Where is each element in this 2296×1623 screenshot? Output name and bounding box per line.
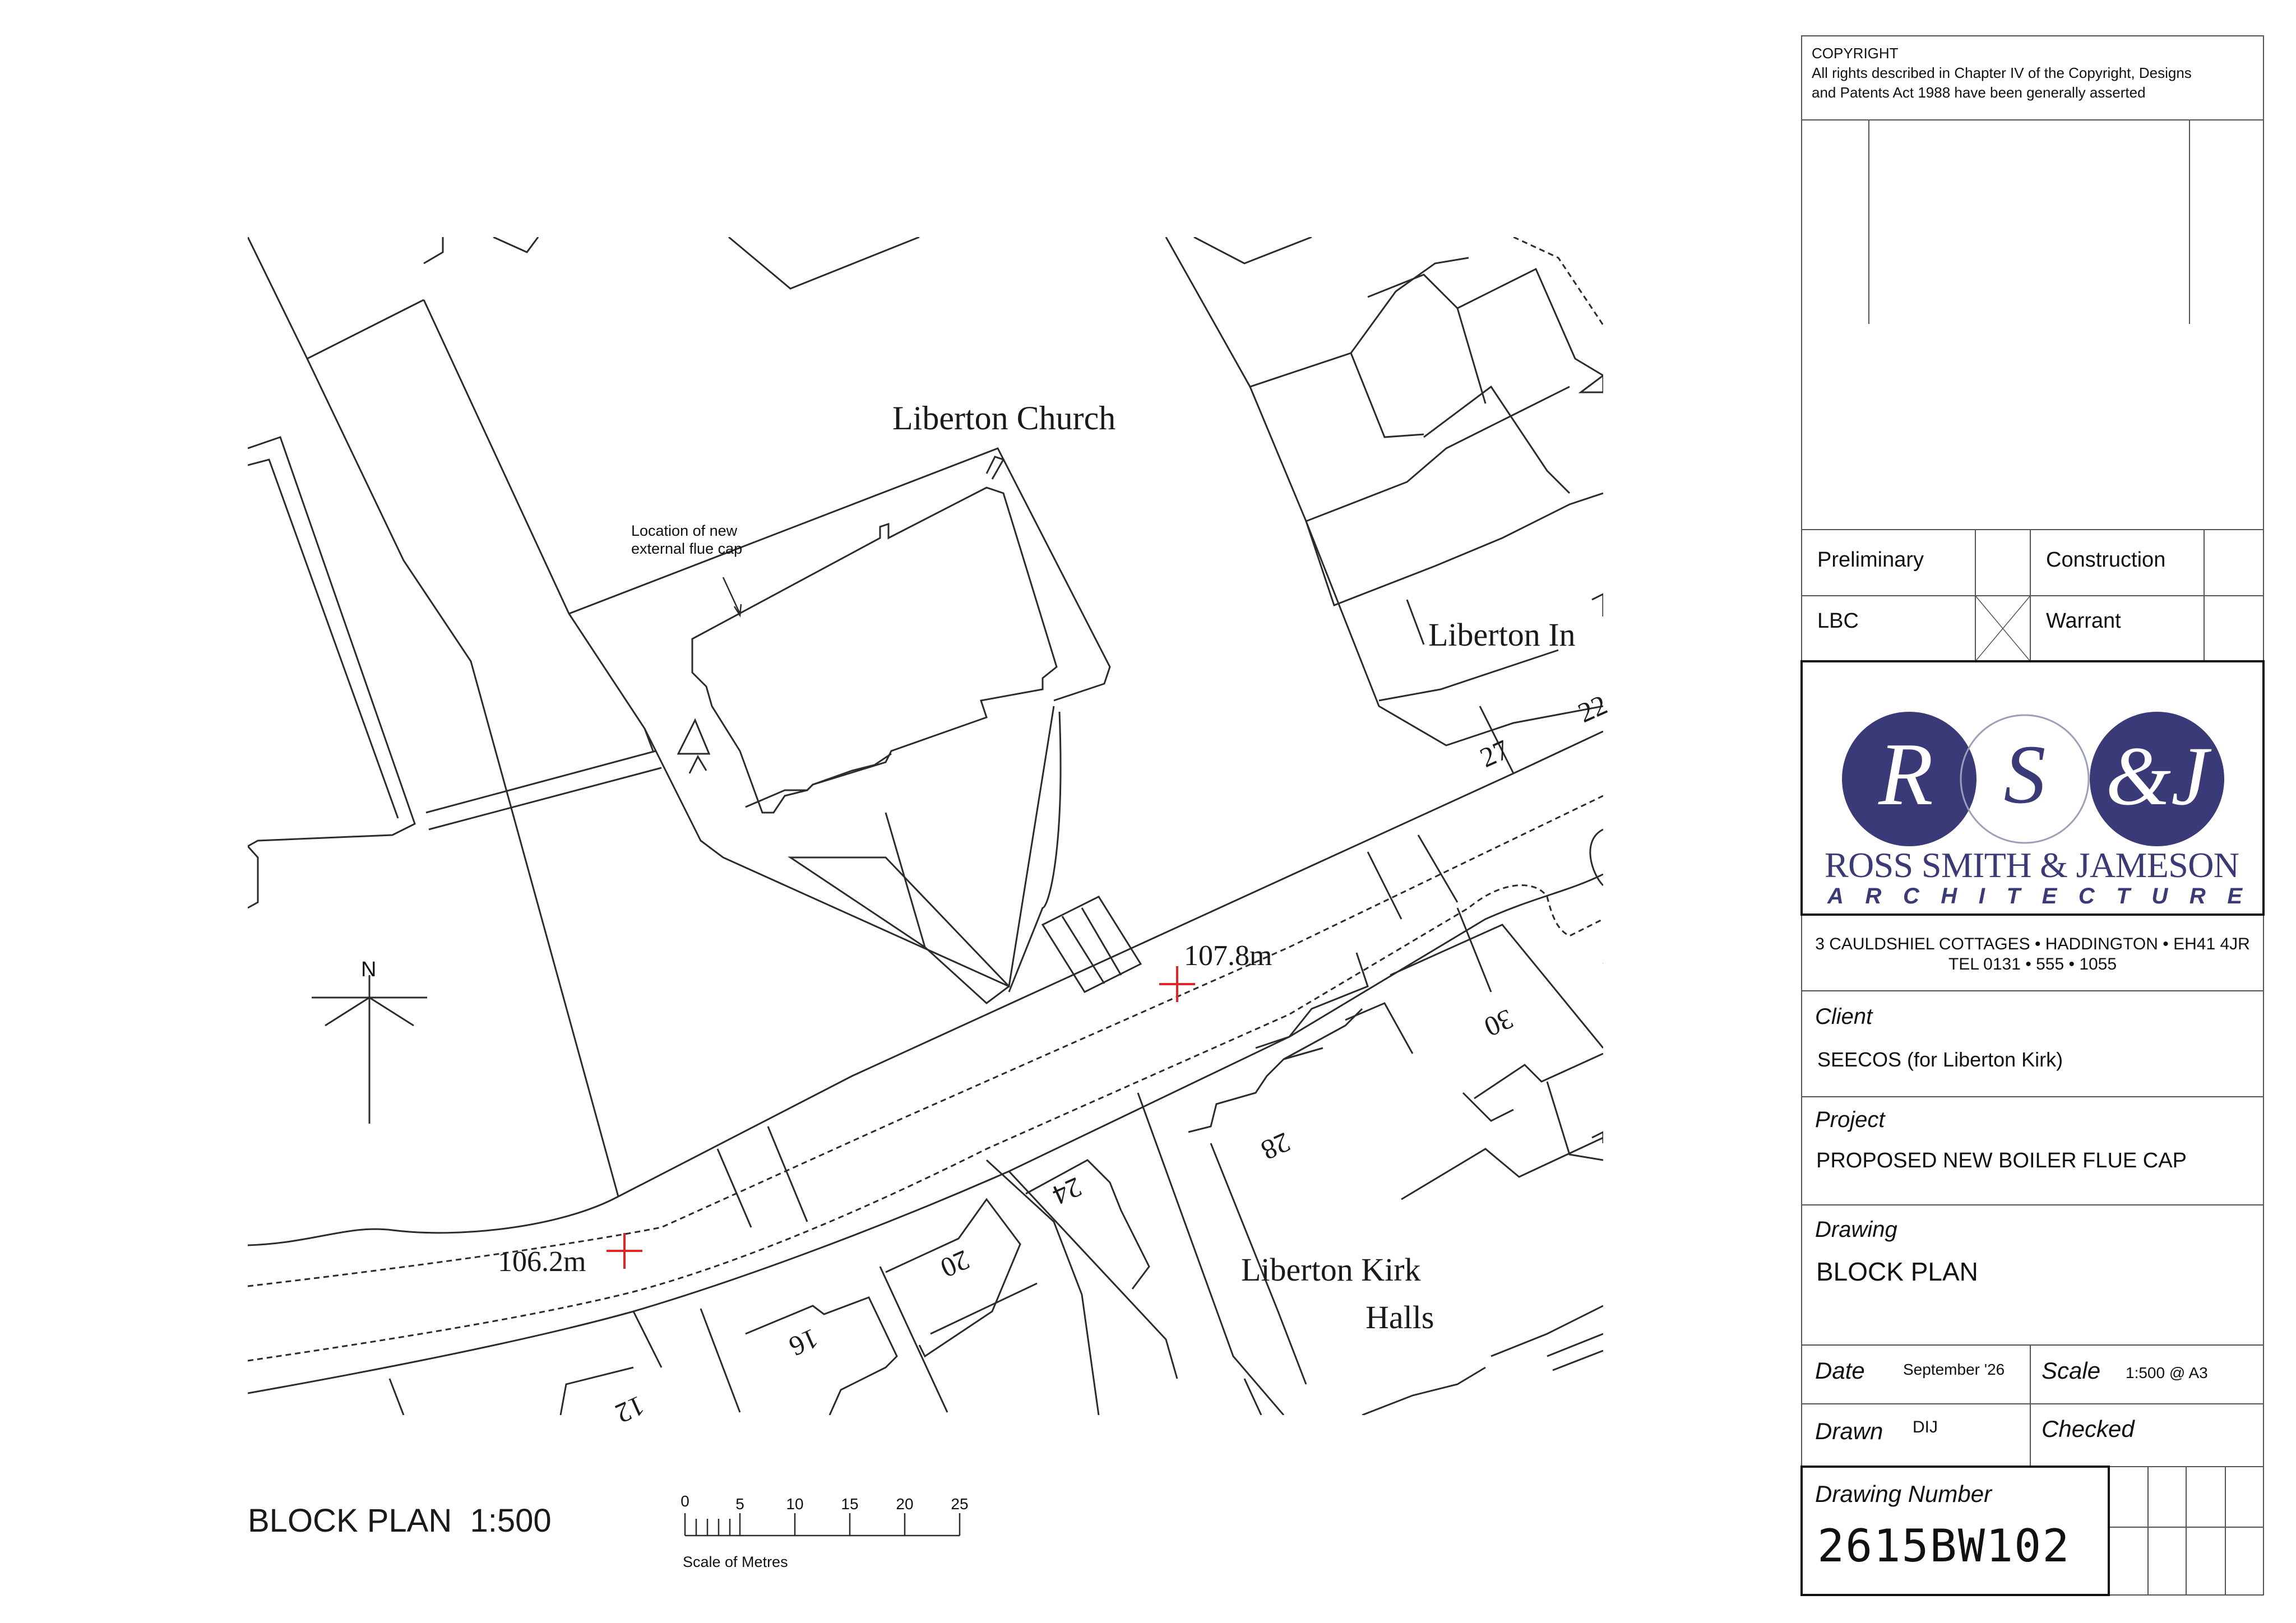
road-north-edge	[618, 731, 1603, 1197]
house-number-20: 20	[936, 1244, 975, 1285]
checked-label: Checked	[2042, 1416, 2135, 1442]
scale-tick-25: 25	[951, 1495, 969, 1513]
scale-tick-0: 0	[681, 1492, 689, 1510]
drawing-number-label: Drawing Number	[1815, 1481, 1992, 1507]
scale-bar	[685, 1513, 960, 1536]
logo-letter-s: S	[2003, 728, 2046, 821]
church-outline	[692, 488, 1057, 813]
project-label: Project	[1815, 1107, 1885, 1132]
date-value: September '26	[1903, 1361, 2005, 1378]
status-preliminary: Preliminary	[1817, 548, 1924, 572]
house-number-12: 12	[610, 1389, 650, 1430]
status-construction: Construction	[2046, 548, 2166, 572]
drawn-value: DIJ	[1913, 1418, 1938, 1436]
scale-label: Scale	[2042, 1357, 2101, 1384]
plan-caption: BLOCK PLAN 1:500	[248, 1503, 552, 1539]
logo-letter-r: R	[1878, 724, 1933, 824]
road-south-edge	[248, 1197, 618, 1245]
label-kirk-halls-1: Liberton Kirk	[1241, 1251, 1421, 1288]
status-warrant: Warrant	[2046, 609, 2121, 633]
date-label: Date	[1815, 1357, 1865, 1384]
house-number-30: 30	[1479, 1003, 1519, 1044]
house-number-27: 27	[1475, 733, 1514, 774]
status-lbc: LBC	[1817, 609, 1859, 633]
label-liberton-church: Liberton Church	[892, 400, 1116, 437]
drawing-value: BLOCK PLAN	[1816, 1257, 1978, 1286]
drawn-label: Drawn	[1815, 1418, 1883, 1444]
drawing-label: Drawing	[1815, 1217, 1897, 1242]
address-line1: 3 CAULDSHIEL COTTAGES • HADDINGTON • EH41 4JR	[1815, 935, 2250, 953]
scale-tick-10: 10	[786, 1495, 804, 1513]
scale-tick-15: 15	[841, 1495, 859, 1513]
client-value: SEECOS (for Liberton Kirk)	[1817, 1048, 2063, 1071]
drawing-number-value: 2615BW102	[1817, 1520, 2071, 1572]
house-number-16: 16	[784, 1322, 823, 1363]
house-number-22: 22	[1573, 688, 1612, 729]
logo-letter-amp-j: &J	[2105, 730, 2209, 823]
scale-value: 1:500 @ A3	[2126, 1364, 2208, 1381]
footpath-dashed-upper	[248, 796, 1603, 1286]
footpath-dashed-lower	[248, 885, 1603, 1361]
house-number-24: 24	[1048, 1171, 1087, 1212]
logo-name: ROSS SMITH & JAMESON	[1825, 845, 2239, 885]
project-value: PROPOSED NEW BOILER FLUE CAP	[1816, 1149, 2187, 1172]
house-number-28: 28	[1256, 1126, 1295, 1167]
north-arrow-icon	[312, 975, 427, 1124]
client-label: Client	[1815, 1004, 1873, 1029]
address-line2: TEL 0131 • 555 • 1055	[1948, 955, 2117, 973]
flue-note-line1: Location of new	[631, 522, 738, 539]
flue-note-line2: external flue cap	[631, 540, 743, 557]
logo-sub: ARCHITECTURE	[1827, 884, 2242, 908]
label-kirk-halls-2: Halls	[1365, 1299, 1434, 1336]
label-liberton-inn: Liberton In	[1428, 616, 1576, 653]
copyright-title: COPYRIGHT	[1812, 45, 1899, 62]
level-label-107: 107.8m	[1184, 940, 1272, 972]
scale-caption: Scale of Metres	[683, 1554, 788, 1570]
scale-tick-20: 20	[896, 1495, 914, 1513]
level-marker-106-icon	[607, 1233, 642, 1269]
north-label: N	[361, 958, 377, 981]
rsj-logo	[1825, 712, 2243, 908]
copyright-line2: and Patents Act 1988 have been generally asserted	[1812, 84, 2146, 101]
copyright-line1: All rights described in Chapter IV of the Copyright, Designs	[1812, 64, 2192, 81]
scale-tick-5: 5	[735, 1495, 744, 1513]
level-label-106: 106.2m	[498, 1246, 586, 1278]
